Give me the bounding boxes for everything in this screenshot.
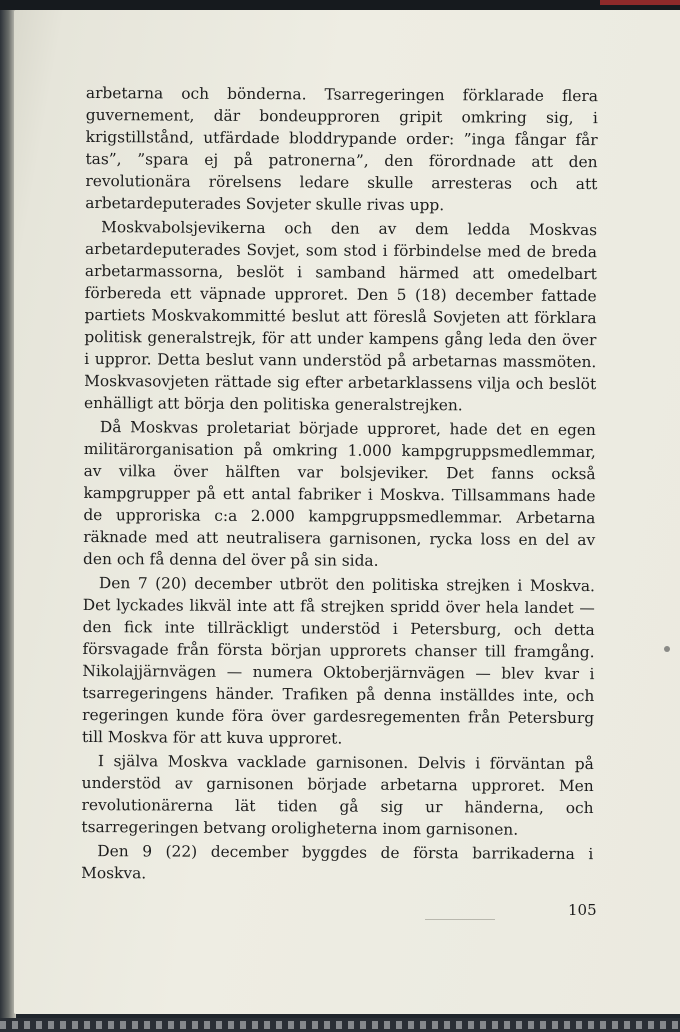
page-speck [664, 646, 670, 652]
page-number: 105 [568, 901, 597, 919]
paragraph: Den 7 (20) december utbröt den politiska strejken i Moskva. Det lyckades likväl inte att få strejken spridd över hela landet — den fick inte tillräckligt understöd i Petersburg, och detta försvagade från första början upprorets chanser till framgång. Nikolajjärnvägen — numera Oktoberjärnvägen — blev kvar i tsarregeringens händer. Trafiken på denna inställdes inte, och regeringen kunde föra över gardesregementen från Petersburg till Moskva för att kuva upproret. [81, 574, 595, 748]
paragraph: Den 9 (22) december byggdes de första barrikaderna i Moskva. [81, 842, 594, 883]
paragraph: I själva Moskva vacklade garnisonen. Delvis i förväntan på understöd av garnisonen började arbetarna upproret. Men revolutionärerna lät tiden gå sig ur händerna, och tsarregeringen betvang oroligheterna inom garnisonen. [81, 752, 594, 839]
paragraph: Moskvabolsjevikerna och den av dem ledda Moskvas arbetardeputerades Sovjet, som stod i förbindelse med de breda arbetarmassorna, beslöt i samband härmed att omedelbart förbereda ett väpnade upproret. Den 5 (18) december fattade partiets Moskvakommitté beslut att föreslå Sovjeten att förklara politisk generalstrejk, för att under kampens gång leda den över i uppror. Detta beslut vann understöd på arbetarnas massmöten. Moskvasovjeten rättade sig efter arbetarklassens vilja och beslöt enhälligt att börja den politiska generalstrejken. [83, 218, 598, 415]
book-cover-edge [600, 0, 680, 5]
paragraph: Då Moskvas proletariat började upproret, hade det en egen militärorganisation på omkring 1.000 kampgruppsmedlemmar, av vilka över hälften var bolsjeviker. Det fanns också kampgrupper på ett antal fabriker i Moskva. Tillsammans hade de upproriska c:a 2.000 kampgruppsmedlemmar. Arbetarna räknade med att neutralisera garnisonen, rycka loss en del av den och få denna del över på sin sida. [83, 418, 596, 570]
paragraph: arbetarna och bönderna. Tsarregeringen förklarade flera guvernement, där bondeupproren gripit omkring sig, i krigstillstånd, utfärdade bloddrypande order: ”inga fångar får tas”, ”spara ej på patronerna”, den förordnade att den revolutionära rörelsens ledare skulle arresteras och att arbetardeputerades Sovjeter skulle rivas upp. [85, 83, 598, 215]
body-text [81, 82, 598, 889]
bleed-through-mark [425, 919, 495, 920]
scan-ruler [0, 1021, 680, 1029]
